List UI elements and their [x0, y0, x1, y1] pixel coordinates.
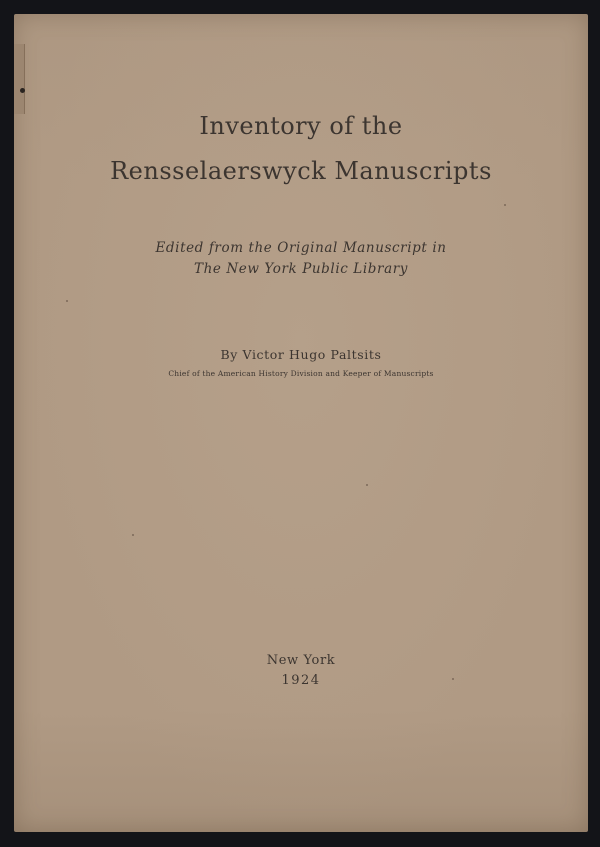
subtitle-line-2: The New York Public Library	[193, 261, 409, 277]
title-line-1: Inventory of the	[199, 112, 403, 140]
paper-speck	[504, 204, 506, 206]
paper-speck	[66, 300, 68, 302]
paper-speck	[452, 678, 454, 680]
title-line-2: Rensselaerswyck Manuscripts	[110, 157, 492, 185]
author-name: By Victor Hugo Paltsits	[220, 347, 382, 362]
paper-speck	[132, 534, 134, 536]
paper-speck	[366, 484, 368, 486]
book-cover	[14, 14, 588, 832]
subtitle-line-1: Edited from the Original Manuscript in	[155, 240, 447, 256]
publication-year: 1924	[281, 673, 321, 688]
spine-edge	[14, 44, 25, 114]
publication-place: New York	[266, 653, 336, 668]
author-role: Chief of the American History Division and Keeper of Manuscripts	[168, 369, 434, 378]
staple-hole	[20, 88, 25, 93]
